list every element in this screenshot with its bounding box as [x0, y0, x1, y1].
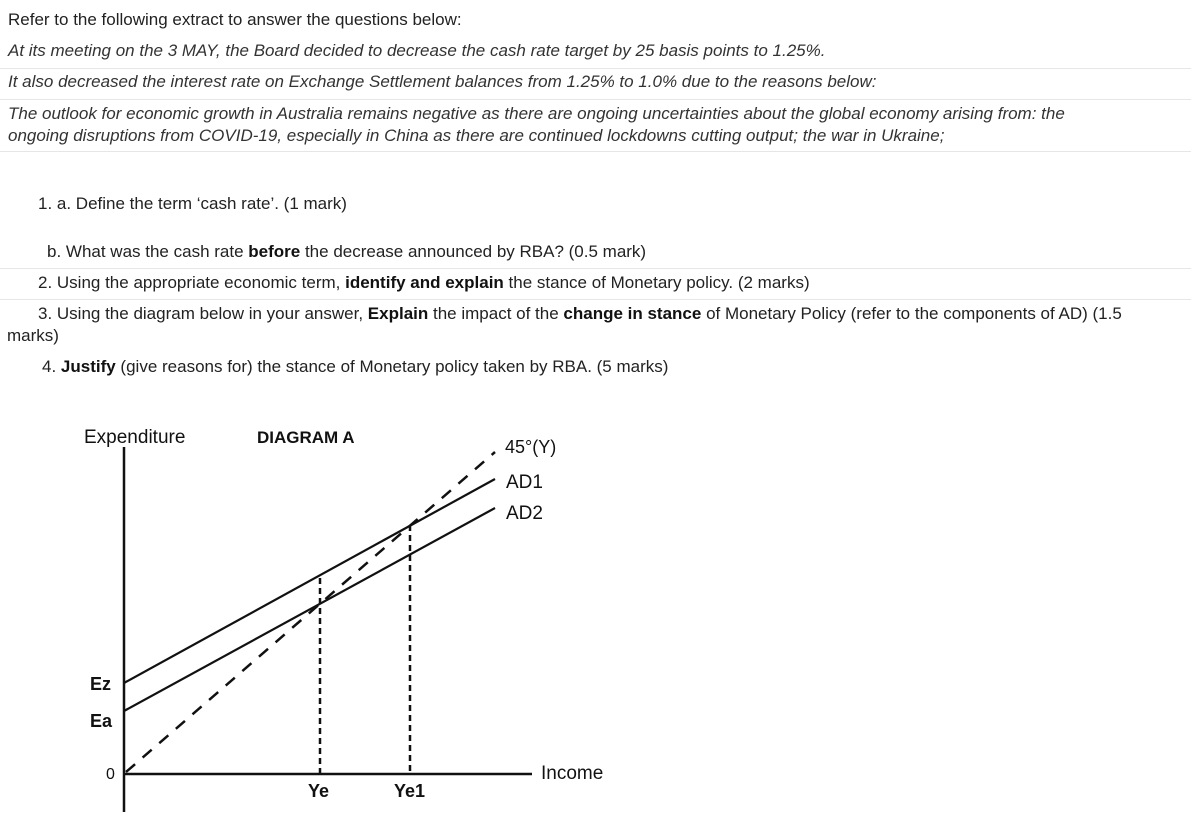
question-2-emphasis: identify and explain	[345, 273, 504, 292]
ad1-line	[124, 479, 495, 683]
question-2-text-end: the stance of Monetary policy. (2 marks)	[503, 273, 810, 292]
line-45-label: 45°(Y)	[505, 437, 557, 457]
question-1b	[47, 241, 646, 263]
question-3-emphasis-1: Explain	[367, 304, 429, 323]
ye1-label: Ye1	[394, 781, 426, 801]
question-4	[42, 356, 668, 378]
question-1b-text-end: the decrease announced by RBA? (0.5 mark)	[300, 242, 647, 261]
question-4-emphasis: Justify	[60, 357, 116, 376]
extract-line-3a: The outlook for economic growth in Australia remains negative as there are ongoing uncertainties about the global economy arising from: the	[8, 104, 1065, 123]
origin-label: 0	[106, 766, 115, 783]
ad2-line	[124, 508, 495, 711]
ez-label: Ez	[90, 674, 112, 694]
question-3	[38, 303, 1122, 325]
ad2-label: AD2	[506, 503, 543, 524]
question-2-text: 2. Using the appropriate economic term,	[38, 273, 346, 292]
question-3-text-end: of Monetary Policy (refer to the components of AD) (1.5	[701, 304, 1122, 323]
divider	[0, 68, 1191, 69]
question-3-text-mid: the impact of the	[428, 304, 564, 323]
question-4-text: (give reasons for) the stance of Monetary policy taken by RBA. (5 marks)	[115, 357, 669, 376]
line-45-degree	[126, 452, 495, 772]
y-axis-label: Expenditure	[84, 427, 186, 448]
ea-label: Ea	[90, 711, 113, 731]
ad1-label: AD1	[506, 472, 543, 493]
divider	[0, 299, 1191, 300]
x-axis-label: Income	[541, 763, 604, 784]
question-1b-text: b. What was the cash rate	[47, 242, 249, 261]
ye-label: Ye	[308, 781, 330, 801]
question-3-text: 3. Using the diagram below in your answer,	[38, 304, 368, 323]
extract-line-2: It also decreased the interest rate on Exchange Settlement balances from 1.25% to 1.0% due to the reasons below:	[8, 72, 877, 91]
diagram-title: DIAGRAM A	[257, 428, 355, 447]
extract-line-3b: ongoing disruptions from COVID-19, especially in China as there are continued lockdowns cutting output; the war in Ukraine;	[8, 126, 945, 145]
question-1b-emphasis: before	[248, 242, 301, 261]
divider	[0, 99, 1191, 100]
question-3-continuation: marks)	[7, 326, 59, 345]
extract-line-1: At its meeting on the 3 MAY, the Board decided to decrease the cash rate target by 25 basis points to 1.25%.	[8, 41, 826, 60]
divider	[0, 268, 1191, 269]
divider	[0, 151, 1191, 152]
question-2	[38, 272, 810, 294]
question-4-number: 4.	[42, 357, 61, 376]
question-1a: 1. a. Define the term ‘cash rate’. (1 mark)	[38, 194, 347, 213]
intro-text: Refer to the following extract to answer the questions below:	[8, 10, 462, 29]
question-3-emphasis-2: change in stance	[563, 304, 702, 323]
